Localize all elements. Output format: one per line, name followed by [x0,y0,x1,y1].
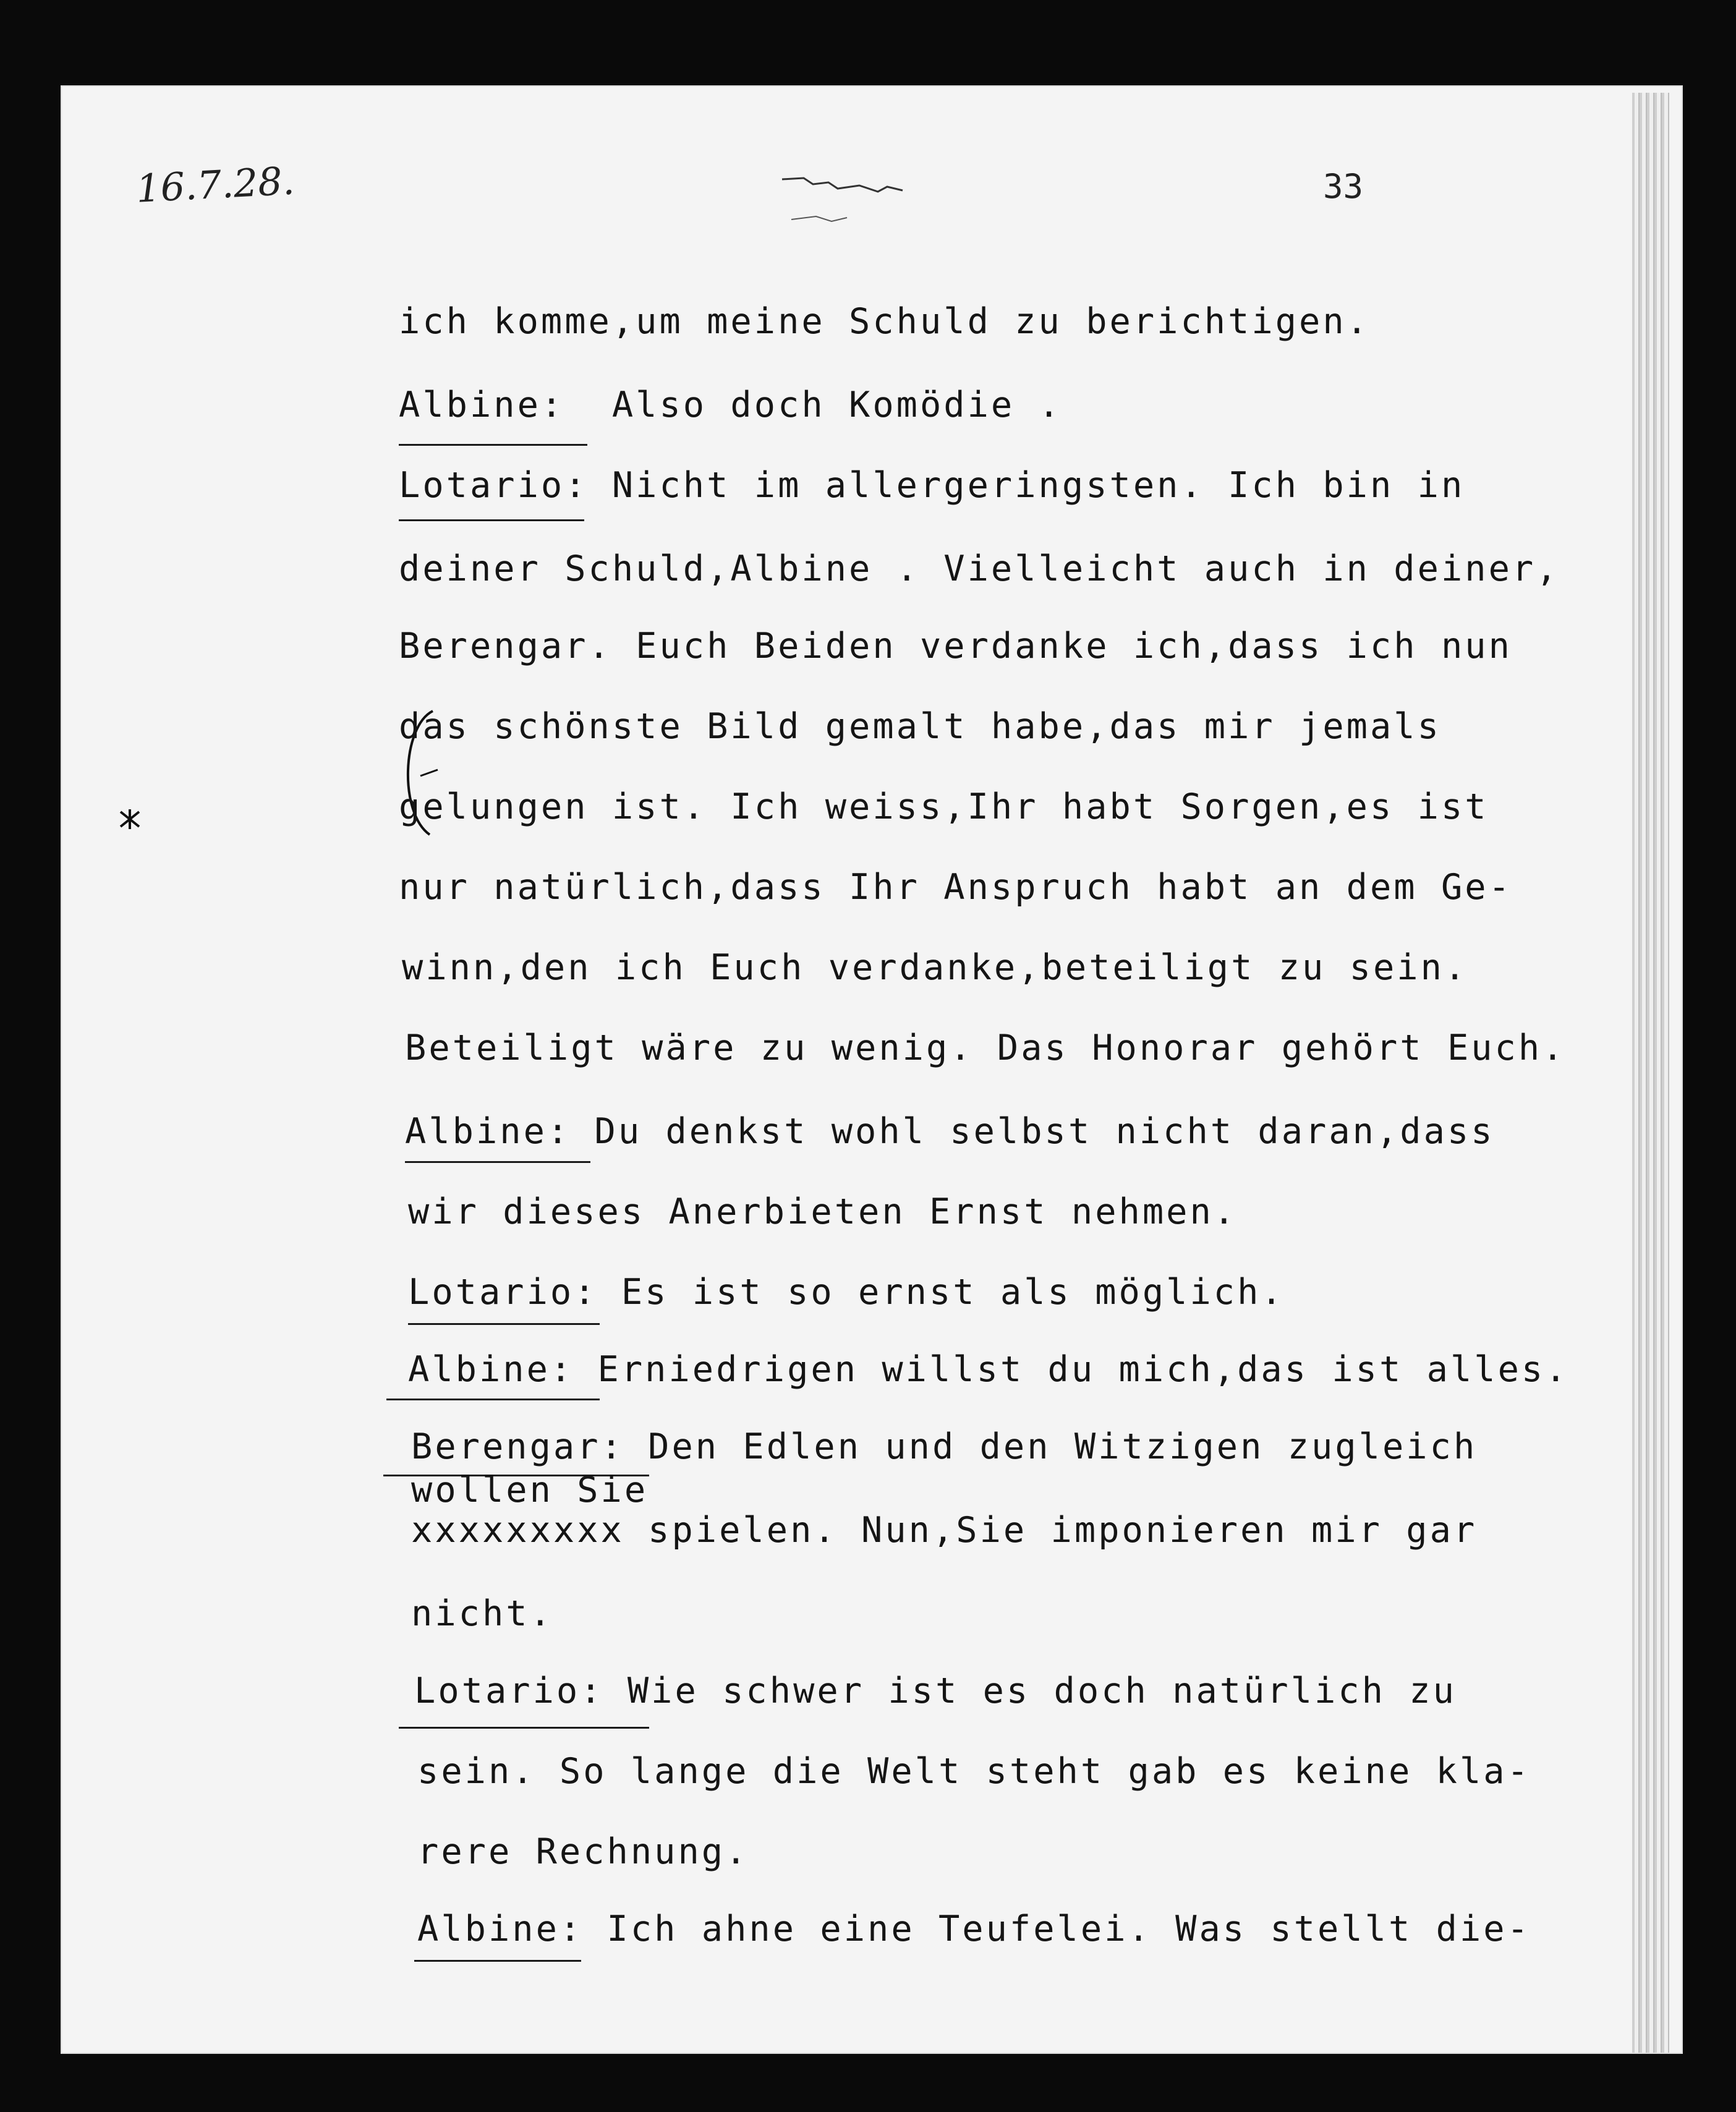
speaker-line: Albine: Ich ahne eine Teufelei. Was stellt die- [417,1909,1531,1949]
text-line: xxxxxxxxx spielen. Nun,Sie imponieren mir gar [411,1510,1478,1551]
stacked-page-edges [1632,93,1669,2053]
speaker-underline [386,1399,600,1400]
page-number: 33 [1323,167,1364,206]
text-line: das schönste Bild gemalt habe,das mir jemals [399,706,1441,747]
text-line: gelungen ist. Ich weiss,Ihr habt Sorgen,es ist [399,786,1489,827]
text-line: Beteiligt wäre zu wenig. Das Honorar gehört Euch. [405,1028,1566,1068]
handwritten-date: 16.7.28. [135,158,296,211]
speaker-line: Lotario: Wie schwer ist es doch natürlich zu [414,1671,1457,1711]
text-line: ich komme,um meine Schuld zu berichtigen. [399,301,1370,342]
speaker-underline [405,1161,590,1163]
text-line: nur natürlich,dass Ihr Anspruch habt an dem Ge- [399,867,1512,908]
speaker-line: Lotario: Es ist so ernst als möglich. [408,1272,1285,1313]
speaker-line: Lotario: Nicht im allergeringsten. Ich bin in [399,465,1465,506]
text-line: Berengar. Euch Beiden verdanke ich,dass ich nun [399,626,1512,666]
speaker-underline [399,1727,649,1729]
inserted-text-line: wollen Sie [411,1470,649,1510]
speaker-underline [399,444,587,446]
speaker-line: Albine: Erniedrigen willst du mich,das ist alles. [408,1349,1569,1390]
pencil-scribble-mark [779,167,915,235]
speaker-underline [414,1960,581,1962]
speaker-line: Albine: Also doch Komödie . [399,385,1062,425]
text-line: nicht. [411,1593,553,1634]
text-line: rere Rechnung. [417,1831,749,1872]
text-line: wir dieses Anerbieten Ernst nehmen. [408,1191,1238,1232]
speaker-underline [399,519,584,521]
speaker-underline [408,1323,600,1325]
speaker-line: Berengar: Den Edlen und den Witzigen zugleich [411,1426,1478,1467]
speaker-line: Albine: Du denkst wohl selbst nicht daran,dass [405,1111,1495,1152]
text-line: deiner Schuld,Albine . Vielleicht auch in deiner, [399,548,1560,589]
margin-asterisk-mark [117,807,142,832]
text-line: sein. So lange die Welt steht gab es keine kla- [417,1751,1531,1792]
text-line: winn,den ich Euch verdanke,beteiligt zu sein. [402,947,1468,988]
